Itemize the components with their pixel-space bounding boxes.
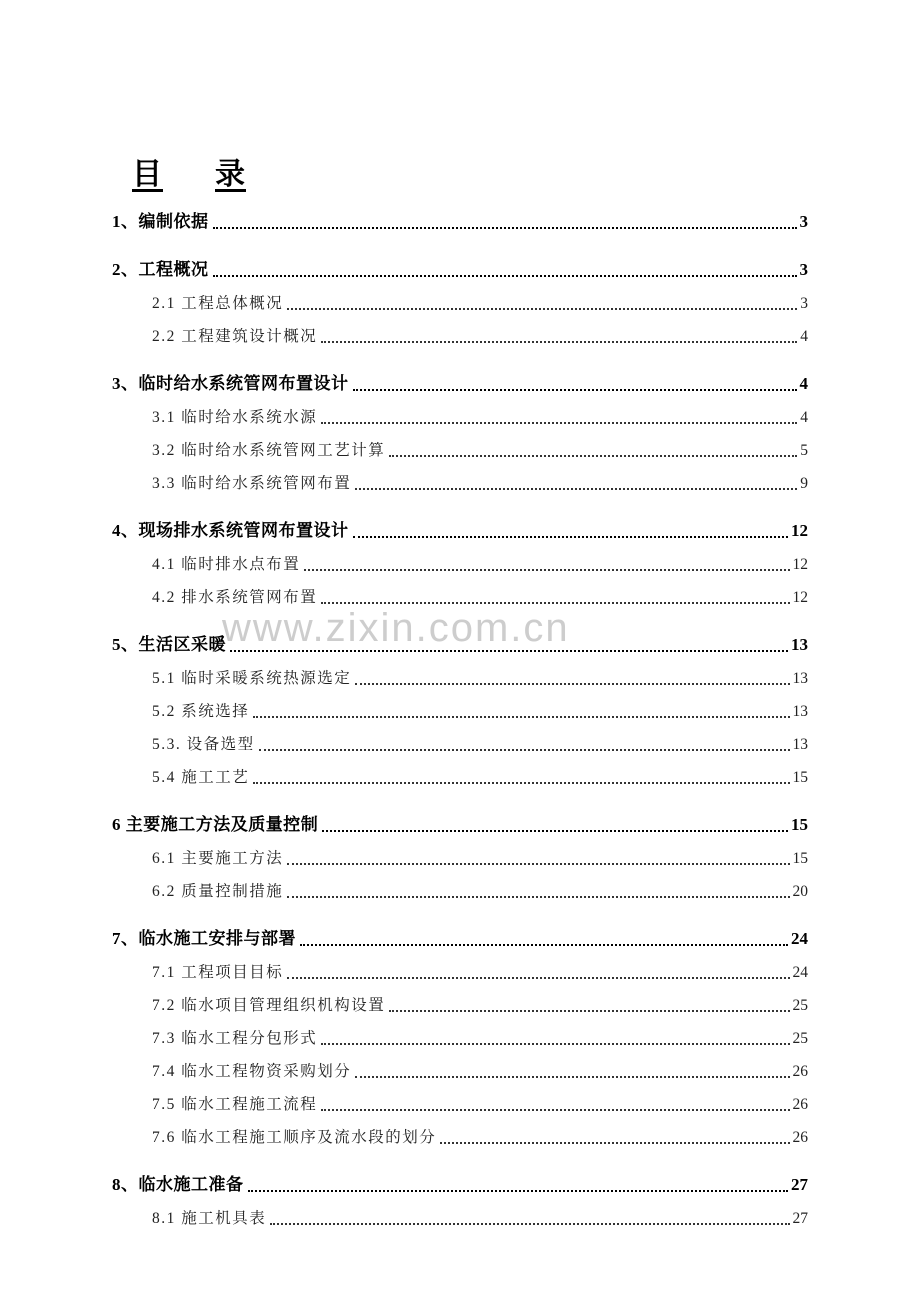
toc-entry[interactable]: [152, 881, 808, 902]
toc-entry-label: 4.2 排水系统管网布置: [152, 589, 318, 606]
toc-page-number: 12: [792, 556, 808, 573]
dot-leader: [321, 1043, 789, 1045]
toc-page-number: 27: [792, 1210, 808, 1227]
toc-entry[interactable]: [152, 1061, 808, 1082]
toc-entry[interactable]: [112, 633, 808, 656]
toc-entry[interactable]: [152, 1208, 808, 1229]
dot-leader: [300, 944, 788, 946]
dot-leader: [321, 422, 797, 424]
dot-leader: [321, 1109, 789, 1111]
toc-entry[interactable]: [152, 1028, 808, 1049]
toc-page-number: 13: [791, 635, 808, 654]
toc-entry[interactable]: [112, 210, 808, 233]
toc-entry[interactable]: [152, 995, 808, 1016]
toc-page-number: 26: [792, 1063, 808, 1080]
toc-entry[interactable]: [152, 767, 808, 788]
toc-page-number: 24: [791, 929, 808, 948]
toc-entry-label: 5.2 系统选择: [152, 703, 250, 720]
toc-entry-label: 5.1 临时采暖系统热源选定: [152, 670, 352, 687]
toc-list: [112, 210, 808, 1229]
dot-leader: [270, 1223, 789, 1225]
toc-entry-label: 2.1 工程总体概况: [152, 295, 284, 312]
toc-page-number: 4: [800, 328, 808, 345]
page-title-char-1: 目: [132, 158, 163, 191]
toc-entry-label: 1、编制依据: [112, 212, 209, 231]
toc-entry-label: 7.3 临水工程分包形式: [152, 1030, 318, 1047]
toc-entry[interactable]: [152, 293, 808, 314]
toc-entry[interactable]: [112, 372, 808, 395]
toc-page-number: 13: [792, 703, 808, 720]
toc-entry-label: 2、工程概况: [112, 260, 209, 279]
toc-entry-label: 5.4 施工工艺: [152, 769, 250, 786]
dot-leader: [253, 716, 789, 718]
toc-page-number: 9: [800, 475, 808, 492]
toc-page-number: 15: [792, 769, 808, 786]
toc-entry[interactable]: [152, 473, 808, 494]
dot-leader: [213, 227, 797, 229]
dot-leader: [355, 683, 789, 685]
toc-entry-label: 8、临水施工准备: [112, 1175, 244, 1194]
toc-page-number: 13: [792, 736, 808, 753]
toc-page-number: 15: [792, 850, 808, 867]
toc-page-number: 25: [792, 1030, 808, 1047]
toc-entry[interactable]: [152, 1094, 808, 1115]
toc-entry[interactable]: [112, 519, 808, 542]
dot-leader: [253, 782, 789, 784]
toc-page-number: 5: [800, 442, 808, 459]
toc-entry-label: 3.2 临时给水系统管网工艺计算: [152, 442, 386, 459]
toc-entry-label: 7.4 临水工程物资采购划分: [152, 1063, 352, 1080]
toc-content: [112, 155, 808, 1229]
toc-page-number: 12: [792, 589, 808, 606]
toc-entry-label: 5.3. 设备选型: [152, 736, 255, 753]
dot-leader: [321, 341, 797, 343]
toc-page-number: 27: [791, 1175, 808, 1194]
page-title: [132, 155, 808, 195]
dot-leader: [440, 1142, 789, 1144]
watermark-text: www.zixin.com.cn: [222, 606, 570, 650]
dot-leader: [287, 863, 789, 865]
toc-entry[interactable]: [112, 258, 808, 281]
toc-entry-label: 7.1 工程项目目标: [152, 964, 284, 981]
dot-leader: [353, 389, 797, 391]
toc-entry-label: 2.2 工程建筑设计概况: [152, 328, 318, 345]
toc-entry[interactable]: [152, 848, 808, 869]
toc-entry-label: 4.1 临时排水点布置: [152, 556, 301, 573]
toc-entry-label: 6.1 主要施工方法: [152, 850, 284, 867]
toc-page-number: 13: [792, 670, 808, 687]
toc-entry-label: 5、生活区采暖: [112, 635, 226, 654]
dot-leader: [287, 308, 797, 310]
dot-leader: [322, 830, 788, 832]
toc-entry-label: 3、临时给水系统管网布置设计: [112, 374, 349, 393]
dot-leader: [287, 896, 789, 898]
toc-page-number: 12: [791, 521, 808, 540]
dot-leader: [389, 455, 797, 457]
toc-entry-label: 6 主要施工方法及质量控制: [112, 815, 319, 834]
toc-entry[interactable]: [112, 927, 808, 950]
toc-entry[interactable]: [152, 668, 808, 689]
toc-entry[interactable]: [112, 1173, 808, 1196]
dot-leader: [287, 977, 789, 979]
toc-entry[interactable]: [152, 701, 808, 722]
toc-page-number: 25: [792, 997, 808, 1014]
toc-entry-label: 7.2 临水项目管理组织机构设置: [152, 997, 386, 1014]
page-title-char-2: 录: [215, 158, 246, 191]
toc-entry-label: 3.3 临时给水系统管网布置: [152, 475, 352, 492]
toc-page-number: 24: [792, 964, 808, 981]
toc-entry-label: 6.2 质量控制措施: [152, 883, 284, 900]
dot-leader: [230, 650, 788, 652]
dot-leader: [353, 536, 789, 538]
toc-entry[interactable]: [152, 440, 808, 461]
toc-entry-label: 7.6 临水工程施工顺序及流水段的划分: [152, 1129, 437, 1146]
dot-leader: [213, 275, 797, 277]
toc-page-number: 4: [800, 409, 808, 426]
toc-entry[interactable]: [152, 962, 808, 983]
toc-entry[interactable]: [112, 813, 808, 836]
toc-entry[interactable]: [152, 554, 808, 575]
dot-leader: [259, 749, 790, 751]
toc-page-number: 15: [791, 815, 808, 834]
dot-leader: [321, 602, 789, 604]
toc-page-number: 3: [799, 260, 808, 279]
toc-page-number: 26: [792, 1096, 808, 1113]
toc-page-number: 3: [800, 295, 808, 312]
dot-leader: [304, 569, 789, 571]
toc-entry[interactable]: [152, 734, 808, 755]
toc-entry-label: 4、现场排水系统管网布置设计: [112, 521, 349, 540]
dot-leader: [248, 1190, 789, 1192]
dot-leader: [355, 1076, 789, 1078]
toc-entry[interactable]: [152, 326, 808, 347]
toc-entry-label: 3.1 临时给水系统水源: [152, 409, 318, 426]
toc-entry-label: 7、临水施工安排与部署: [112, 929, 296, 948]
dot-leader: [389, 1010, 789, 1012]
toc-entry[interactable]: [152, 407, 808, 428]
toc-page-number: 4: [799, 374, 808, 393]
toc-entry-label: 7.5 临水工程施工流程: [152, 1096, 318, 1113]
toc-entry[interactable]: [152, 587, 808, 608]
toc-page-number: 20: [792, 883, 808, 900]
dot-leader: [355, 488, 797, 490]
toc-page-number: 26: [792, 1129, 808, 1146]
toc-entry-label: 8.1 施工机具表: [152, 1210, 267, 1227]
toc-entry[interactable]: [152, 1127, 808, 1148]
toc-page-number: 3: [799, 212, 808, 231]
